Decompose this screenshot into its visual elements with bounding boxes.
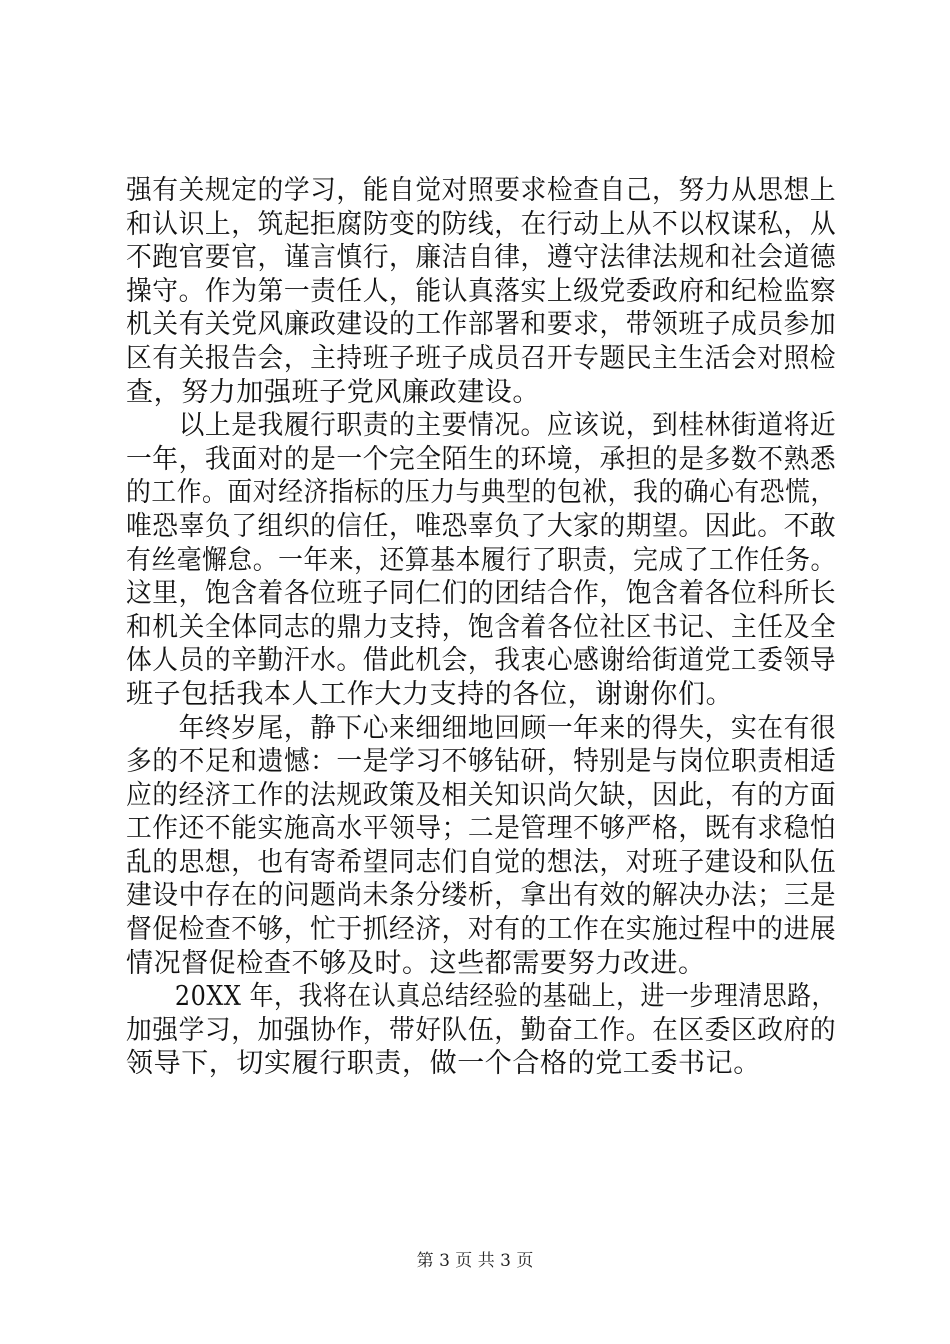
text-line: 班子包括我本人工作大力支持的各位，谢谢你们。 [126, 678, 734, 710]
text-line: 20XX 年，我将在认真总结经验的基础上，进一步理清思路， [126, 981, 836, 1013]
body-text [126, 174, 836, 1081]
text-line: 不跑官要官，谨言慎行，廉洁自律，遵守法律法规和社会道德 [126, 242, 837, 274]
text-line: 工作还不能实施高水平领导；二是管理不够严格，既有求稳怕 [126, 813, 837, 845]
text-line: 有丝毫懈怠。一年来，还算基本履行了职责，完成了工作任务。 [126, 544, 836, 576]
text-line: 和认识上，筑起拒腐防变的防线，在行动上从不以权谋私，从 [126, 208, 837, 240]
text-line: 多的不足和遗憾：一是学习不够钻研，特别是与岗位职责相适 [126, 746, 837, 778]
text-line: 体人员的辛勤汗水。借此机会，我衷心感谢给街道党工委领导 [126, 645, 837, 677]
text-line: 的工作。面对经济指标的压力与典型的包袱，我的确心有恐慌， [126, 477, 836, 509]
text-line: 这里，饱含着各位班子同仁们的团结合作，饱含着各位科所长 [126, 578, 837, 610]
text-line: 操守。作为第一责任人，能认真落实上级党委政府和纪检监察 [126, 275, 837, 307]
page-footer: 第 3 页 共 3 页 [416, 1251, 534, 1271]
text-line: 督促检查不够，忙于抓经济，对有的工作在实施过程中的进展 [126, 914, 837, 946]
text-line: 加强学习，加强协作，带好队伍，勤奋工作。在区委区政府的 [126, 1014, 837, 1046]
text-line: 和机关全体同志的鼎力支持，饱含着各位社区书记、主任及全 [126, 611, 837, 643]
text-line: 情况督促检查不够及时。这些都需要努力改进。 [126, 947, 706, 979]
text-line: 以上是我履行职责的主要情况。应该说，到桂林街道将近 [126, 410, 837, 442]
text-line: 唯恐辜负了组织的信任，唯恐辜负了大家的期望。因此。不敢 [126, 510, 837, 542]
text-line: 建设中存在的问题尚未条分缕析，拿出有效的解决办法；三是 [126, 880, 837, 912]
text-line: 查，努力加强班子党风廉政建设。 [126, 376, 540, 408]
text-line: 领导下，切实履行职责，做一个合格的党工委书记。 [126, 1048, 761, 1080]
text-line: 区有关报告会，主持班子班子成员召开专题民主生活会对照检 [126, 342, 837, 374]
text-line: 强有关规定的学习，能自觉对照要求检查自己，努力从思想上 [126, 175, 837, 206]
text-line: 机关有关党风廉政建设的工作部署和要求，带领班子成员参加 [126, 309, 837, 341]
text-line: 应的经济工作的法规政策及相关知识尚欠缺，因此，有的方面 [126, 779, 837, 811]
text-line: 乱的思想，也有寄希望同志们自觉的想法，对班子建设和队伍 [126, 846, 837, 878]
text-line: 一年，我面对的是一个完全陌生的环境，承担的是多数不熟悉 [126, 443, 837, 475]
text-line: 年终岁尾，静下心来细细地回顾一年来的得失，实在有很 [126, 712, 837, 744]
